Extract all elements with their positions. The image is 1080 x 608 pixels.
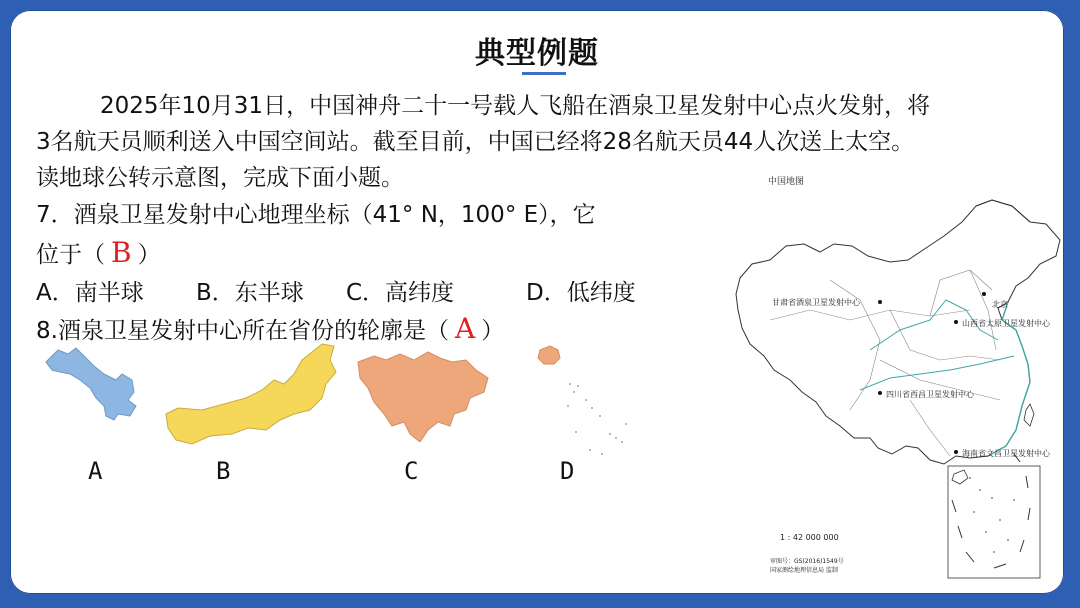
question-7-options (36, 274, 636, 307)
page-title: 典型例题 (475, 36, 599, 71)
province-shape-b (162, 340, 340, 450)
map-note (770, 557, 844, 575)
map-note-2: 国家测绘地理信息局 监制 (770, 567, 838, 574)
question-7-line-1: 7．酒泉卫星发射中心地理坐标（41° N，100° E），它 (36, 202, 596, 228)
question-8-answer: A (454, 312, 476, 345)
map-label-beijing: 北京 (992, 300, 1008, 309)
intro-line-1: 2025年10月31日，中国神舟二十一号载人飞船在酒泉卫星发射中心点火发射，将 (100, 93, 931, 119)
map-label-xichang: 四川省西昌卫星发射中心 (886, 390, 974, 399)
question-7-prefix: 位于（ (36, 242, 105, 268)
map-scale: 1 : 42 000 000 (780, 533, 839, 542)
intro-line-2: 3名航天员顺利送入中国空间站。截至目前，中国已经将28名航天员44人次送上太空。 (36, 129, 915, 155)
province-shape-c (356, 348, 492, 442)
map-note-1: 审图号：GS(2016)1549号 (770, 558, 844, 565)
option-c: C．高纬度 (346, 280, 455, 306)
slide-card (10, 10, 1064, 594)
shape-label-d: D (560, 457, 575, 485)
province-shape-d (530, 342, 640, 468)
option-b: B．东半球 (196, 280, 304, 306)
china-map (730, 160, 1075, 590)
province-shape-a (44, 340, 144, 422)
option-a: A．南半球 (36, 280, 144, 306)
option-d: D．低纬度 (526, 280, 636, 306)
map-label-jiuquan: 甘肃省酒泉卫星发射中心 (772, 298, 860, 307)
map-label-wenchang: 海南省文昌卫星发射中心 (962, 449, 1050, 458)
title-underline (522, 72, 566, 75)
question-7-suffix: ） (137, 242, 161, 268)
question-7-answer: B (111, 236, 132, 269)
question-8-suffix: ） (481, 318, 505, 344)
question-8-prefix: 8.酒泉卫星发射中心所在省份的轮廓是（ (36, 318, 449, 344)
map-title: 中国地图 (768, 177, 805, 187)
shape-label-c: C (404, 457, 419, 485)
map-label-taiyuan: 山西省太原卫星发射中心 (962, 319, 1050, 328)
intro-line-3: 读地球公转示意图，完成下面小题。 (36, 165, 404, 191)
shape-label-b: B (216, 457, 231, 485)
china-map-outline (730, 160, 1075, 590)
question-7-line-2 (36, 236, 161, 269)
shape-label-a: A (88, 457, 103, 485)
